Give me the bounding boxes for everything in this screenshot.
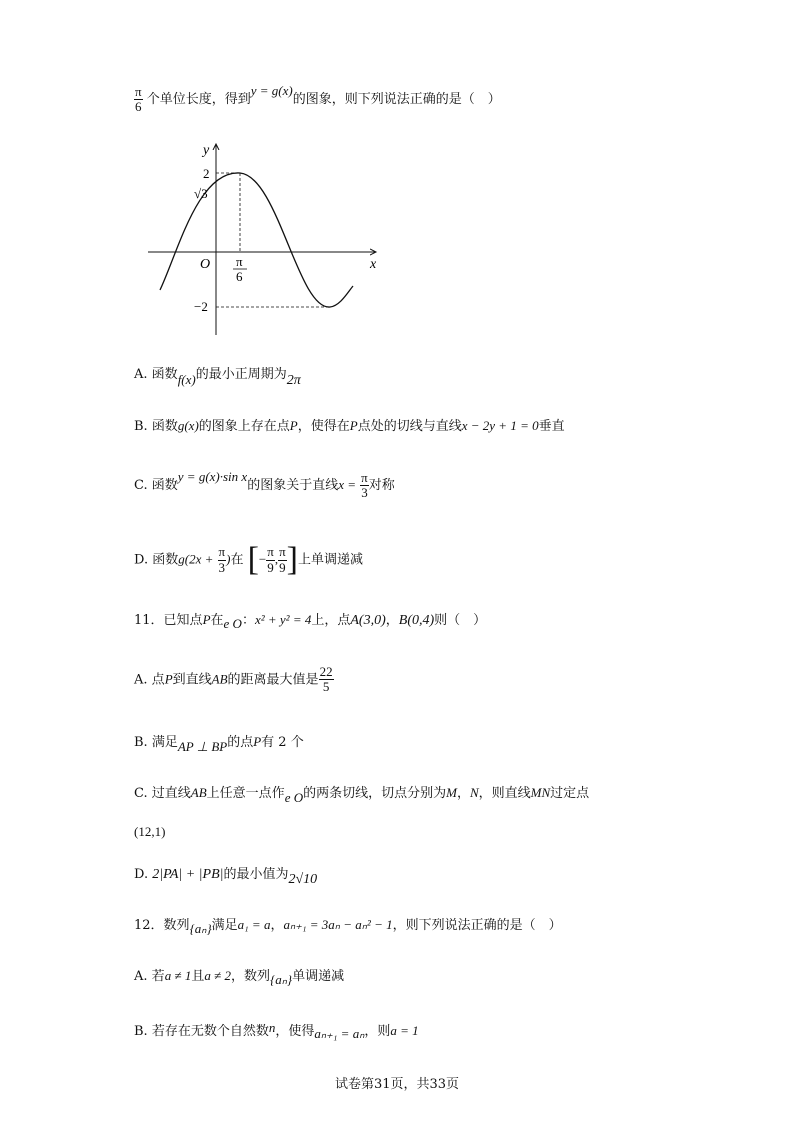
x-tick-6: 6 xyxy=(236,269,243,284)
intro-fraction: $\frac{\pi}{6}$ xyxy=(135,83,142,114)
q11-option-b: B. 满足AP ⊥ BP的点P有 2 个 xyxy=(134,734,304,754)
interval-bracket: [ xyxy=(247,541,259,578)
page-footer: 试卷第31页，共33页 xyxy=(334,1077,460,1092)
q10-option-a: A. 函数f(x)的最小正周期为2π xyxy=(134,367,301,388)
q11-stem: 11．已知点P在e O：x² + y² = 4上，点A(3,0)，B(0,4)则（ ） xyxy=(134,612,487,631)
q11-option-c-point: (12,1) xyxy=(134,824,166,839)
q11-option-d: D. 2|PA| + |PB|的最小值为2√10 xyxy=(134,867,318,887)
q12-option-a: A. 若a ≠ 1且a ≠ 2，数列{aₙ}单调递减 xyxy=(134,968,345,987)
origin-label: O xyxy=(200,257,211,272)
sine-curve xyxy=(160,173,353,307)
q12-stem: 12．数列{aₙ}满足a₁ = a，aₙ₊₁ = 3aₙ − aₙ² − 1，则下列说法正确的是（ ） xyxy=(134,917,562,936)
y-tick-sqrt3: √3 xyxy=(194,186,208,201)
q10-option-c: C. 函数y = g(x)·sin x的图象关于直线x = $\frac{\pi}{3}$ 对称 xyxy=(134,469,395,500)
x-tick-pi: π xyxy=(236,254,243,269)
q11-option-c: C. 过直线AB上任意一点作e O的两条切线，切点分别为M，N，则直线MN过定点 xyxy=(134,785,590,805)
y-tick-2: 2 xyxy=(203,166,210,181)
q10-c-fraction: $\frac{\pi}{3}$ xyxy=(361,469,368,500)
q12-option-b: B. 若存在无数个自然数n，使得aₙ₊₁ = aₙ，则a = 1 xyxy=(134,1020,419,1041)
function-graph xyxy=(148,140,388,345)
y-tick-neg2: −2 xyxy=(194,299,208,314)
q11-option-a: A. 点P到直线AB的距离最大值是 $\frac{22}{5}$ xyxy=(134,664,333,695)
q10-option-b: B. 函数g(x)的图象上存在点P，使得在P点处的切线与直线x − 2y + 1 = 0垂直 xyxy=(134,418,565,434)
x-axis-label: x xyxy=(370,257,377,272)
intro-line: $\frac{\pi}{6}$ 个单位长度，得到y = g(x)的图象，则下列说法正确的是（ ） xyxy=(135,83,501,114)
q10-option-d: D. 函数g(2x + $\frac{\pi}{3}$ )在 [− $\frac{\pi}{9}$ , $\frac{\pi}{9}$ ]上单调递减 xyxy=(134,541,364,578)
y-axis-label: y xyxy=(203,143,210,158)
